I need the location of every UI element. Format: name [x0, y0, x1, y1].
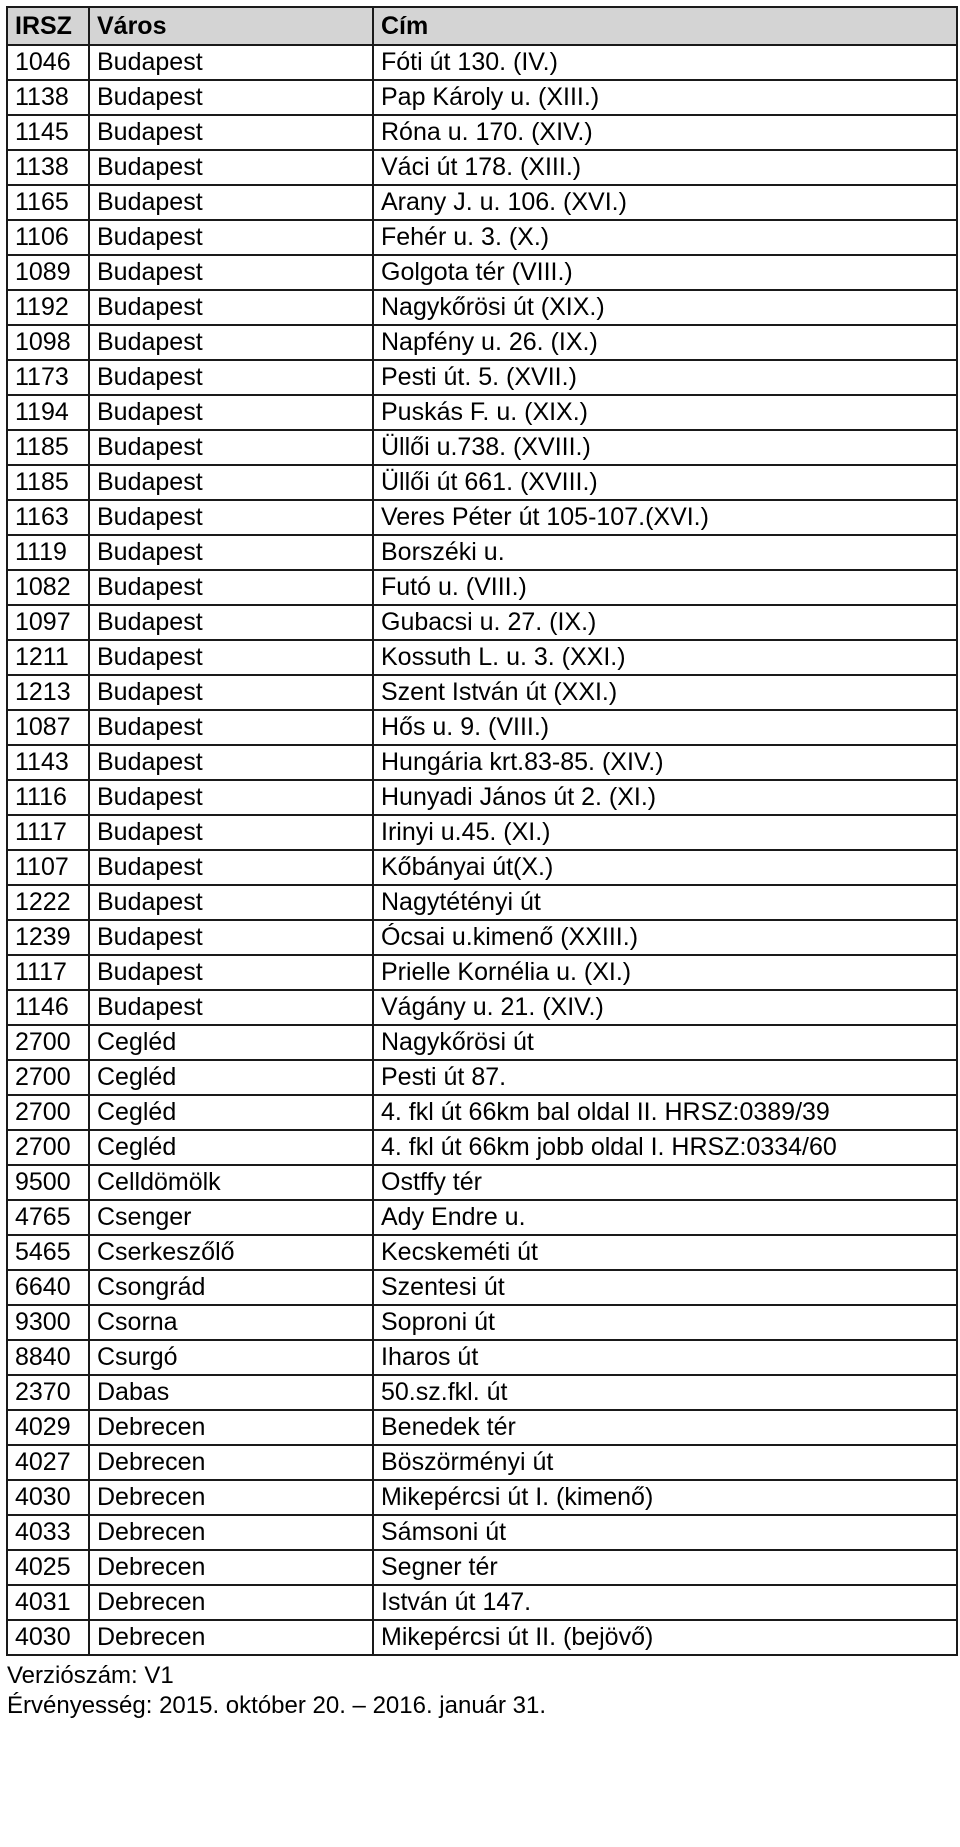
cell-cim: Szent István út (XXI.) [373, 675, 957, 710]
table-body [7, 45, 957, 1655]
cell-cim: Ady Endre u. [373, 1200, 957, 1235]
table-row [7, 850, 957, 885]
table-row [7, 360, 957, 395]
cell-irsz: 1117 [7, 815, 89, 850]
cell-irsz: 1163 [7, 500, 89, 535]
cell-varos: Debrecen [89, 1445, 373, 1480]
cell-irsz: 4027 [7, 1445, 89, 1480]
cell-irsz: 1213 [7, 675, 89, 710]
cell-cim: Böszörményi út [373, 1445, 957, 1480]
cell-cim: Nagykőrösi út (XIX.) [373, 290, 957, 325]
cell-varos: Budapest [89, 780, 373, 815]
cell-varos: Budapest [89, 430, 373, 465]
table-row [7, 570, 957, 605]
cell-varos: Budapest [89, 850, 373, 885]
table-row [7, 920, 957, 955]
cell-cim: Mikepércsi út II. (bejövő) [373, 1620, 957, 1655]
cell-cim: Kőbányai út(X.) [373, 850, 957, 885]
validity-text: Érvényesség: 2015. október 20. – 2016. január 31. [7, 1692, 547, 1719]
cell-cim: Kossuth L. u. 3. (XXI.) [373, 640, 957, 675]
cell-varos: Budapest [89, 955, 373, 990]
cell-varos: Budapest [89, 500, 373, 535]
cell-cim: Hős u. 9. (VIII.) [373, 710, 957, 745]
cell-irsz: 1173 [7, 360, 89, 395]
cell-irsz: 2370 [7, 1375, 89, 1410]
cell-cim: Soproni út [373, 1305, 957, 1340]
column-header-cim: Cím [373, 7, 957, 45]
cell-irsz: 1087 [7, 710, 89, 745]
cell-cim: Prielle Kornélia u. (XI.) [373, 955, 957, 990]
table-row [7, 710, 957, 745]
cell-varos: Cserkeszőlő [89, 1235, 373, 1270]
cell-varos: Budapest [89, 465, 373, 500]
address-table [6, 6, 958, 1656]
cell-varos: Budapest [89, 920, 373, 955]
cell-varos: Budapest [89, 80, 373, 115]
cell-cim: Ostffy tér [373, 1165, 957, 1200]
table-row [7, 1410, 957, 1445]
cell-varos: Debrecen [89, 1515, 373, 1550]
cell-varos: Debrecen [89, 1550, 373, 1585]
cell-varos: Budapest [89, 885, 373, 920]
table-row [7, 1235, 957, 1270]
cell-irsz: 2700 [7, 1060, 89, 1095]
cell-irsz: 1119 [7, 535, 89, 570]
cell-varos: Budapest [89, 675, 373, 710]
cell-varos: Debrecen [89, 1410, 373, 1445]
table-row [7, 115, 957, 150]
cell-cim: Veres Péter út 105-107.(XVI.) [373, 500, 957, 535]
cell-varos: Celldömölk [89, 1165, 373, 1200]
cell-irsz: 1097 [7, 605, 89, 640]
cell-varos: Budapest [89, 255, 373, 290]
cell-irsz: 1185 [7, 430, 89, 465]
cell-irsz: 1046 [7, 45, 89, 80]
cell-irsz: 8840 [7, 1340, 89, 1375]
cell-varos: Budapest [89, 990, 373, 1025]
table-row [7, 1620, 957, 1655]
table-row [7, 1025, 957, 1060]
cell-cim: Borszéki u. [373, 535, 957, 570]
table-row [7, 290, 957, 325]
table-row [7, 500, 957, 535]
cell-varos: Cegléd [89, 1025, 373, 1060]
cell-irsz: 1146 [7, 990, 89, 1025]
table-row [7, 1340, 957, 1375]
table-row [7, 815, 957, 850]
cell-irsz: 4030 [7, 1480, 89, 1515]
cell-varos: Budapest [89, 710, 373, 745]
table-row [7, 955, 957, 990]
cell-varos: Csongrád [89, 1270, 373, 1305]
cell-cim: Gubacsi u. 27. (IX.) [373, 605, 957, 640]
cell-irsz: 1143 [7, 745, 89, 780]
cell-cim: Vágány u. 21. (XIV.) [373, 990, 957, 1025]
table-row [7, 1305, 957, 1340]
cell-varos: Debrecen [89, 1585, 373, 1620]
cell-irsz: 1117 [7, 955, 89, 990]
cell-varos: Debrecen [89, 1480, 373, 1515]
cell-cim: Ócsai u.kimenő (XXIII.) [373, 920, 957, 955]
cell-irsz: 1138 [7, 80, 89, 115]
cell-varos: Budapest [89, 220, 373, 255]
table-row [7, 430, 957, 465]
table-row [7, 80, 957, 115]
cell-cim: 4. fkl út 66km bal oldal II. HRSZ:0389/39 [373, 1095, 957, 1130]
cell-varos: Csurgó [89, 1340, 373, 1375]
cell-cim: Kecskeméti út [373, 1235, 957, 1270]
table-row [7, 1445, 957, 1480]
cell-irsz: 4033 [7, 1515, 89, 1550]
table-row [7, 1270, 957, 1305]
cell-irsz: 2700 [7, 1130, 89, 1165]
cell-cim: Nagykőrösi út [373, 1025, 957, 1060]
table-row [7, 255, 957, 290]
cell-cim: Váci út 178. (XIII.) [373, 150, 957, 185]
cell-varos: Budapest [89, 815, 373, 850]
cell-cim: Nagytétényi út [373, 885, 957, 920]
table-row [7, 780, 957, 815]
cell-varos: Debrecen [89, 1620, 373, 1655]
cell-irsz: 1192 [7, 290, 89, 325]
cell-varos: Budapest [89, 115, 373, 150]
cell-cim: Szentesi út [373, 1270, 957, 1305]
table-row [7, 45, 957, 80]
table-row [7, 1375, 957, 1410]
cell-irsz: 1089 [7, 255, 89, 290]
cell-irsz: 1082 [7, 570, 89, 605]
cell-irsz: 1098 [7, 325, 89, 360]
cell-irsz: 1194 [7, 395, 89, 430]
cell-varos: Budapest [89, 150, 373, 185]
cell-varos: Cegléd [89, 1095, 373, 1130]
table-row [7, 745, 957, 780]
cell-cim: 4. fkl út 66km jobb oldal I. HRSZ:0334/60 [373, 1130, 957, 1165]
cell-irsz: 1239 [7, 920, 89, 955]
cell-cim: Golgota tér (VIII.) [373, 255, 957, 290]
cell-cim: Pesti út 87. [373, 1060, 957, 1095]
cell-irsz: 1185 [7, 465, 89, 500]
cell-varos: Csenger [89, 1200, 373, 1235]
table-row [7, 1130, 957, 1165]
cell-cim: Fehér u. 3. (X.) [373, 220, 957, 255]
table-row [7, 640, 957, 675]
column-header-irsz: IRSZ [7, 7, 89, 45]
cell-irsz: 1145 [7, 115, 89, 150]
cell-varos: Budapest [89, 360, 373, 395]
table-row [7, 1585, 957, 1620]
cell-irsz: 1106 [7, 220, 89, 255]
cell-irsz: 2700 [7, 1025, 89, 1060]
cell-cim: 50.sz.fkl. út [373, 1375, 957, 1410]
cell-cim: Róna u. 170. (XIV.) [373, 115, 957, 150]
table-row [7, 1200, 957, 1235]
cell-irsz: 5465 [7, 1235, 89, 1270]
column-header-varos: Város [89, 7, 373, 45]
cell-varos: Budapest [89, 535, 373, 570]
cell-cim: István út 147. [373, 1585, 957, 1620]
cell-cim: Irinyi u.45. (XI.) [373, 815, 957, 850]
cell-irsz: 4031 [7, 1585, 89, 1620]
cell-varos: Csorna [89, 1305, 373, 1340]
cell-irsz: 1222 [7, 885, 89, 920]
cell-irsz: 9500 [7, 1165, 89, 1200]
cell-cim: Futó u. (VIII.) [373, 570, 957, 605]
table-row [7, 1095, 957, 1130]
cell-irsz: 1107 [7, 850, 89, 885]
cell-cim: Pesti út. 5. (XVII.) [373, 360, 957, 395]
document-footer [6, 1661, 956, 1721]
table-row [7, 675, 957, 710]
table-row [7, 1060, 957, 1095]
cell-irsz: 4029 [7, 1410, 89, 1445]
cell-varos: Budapest [89, 745, 373, 780]
cell-irsz: 1211 [7, 640, 89, 675]
table-row [7, 990, 957, 1025]
cell-irsz: 4765 [7, 1200, 89, 1235]
cell-irsz: 4030 [7, 1620, 89, 1655]
cell-varos: Cegléd [89, 1130, 373, 1165]
cell-irsz: 4025 [7, 1550, 89, 1585]
cell-varos: Budapest [89, 325, 373, 360]
cell-varos: Budapest [89, 605, 373, 640]
cell-cim: Puskás F. u. (XIX.) [373, 395, 957, 430]
table-row [7, 325, 957, 360]
cell-irsz: 2700 [7, 1095, 89, 1130]
version-text: Verziószám: V1 [7, 1662, 174, 1689]
cell-cim: Üllői u.738. (XVIII.) [373, 430, 957, 465]
document-page [6, 6, 956, 1721]
cell-varos: Budapest [89, 290, 373, 325]
table-row [7, 605, 957, 640]
cell-cim: Sámsoni út [373, 1515, 957, 1550]
cell-cim: Mikepércsi út I. (kimenő) [373, 1480, 957, 1515]
table-row [7, 185, 957, 220]
table-row [7, 885, 957, 920]
cell-cim: Hunyadi János út 2. (XI.) [373, 780, 957, 815]
table-row [7, 1480, 957, 1515]
cell-cim: Napfény u. 26. (IX.) [373, 325, 957, 360]
cell-irsz: 1116 [7, 780, 89, 815]
table-row [7, 1550, 957, 1585]
cell-irsz: 1165 [7, 185, 89, 220]
table-row [7, 220, 957, 255]
cell-cim: Arany J. u. 106. (XVI.) [373, 185, 957, 220]
table-row [7, 1515, 957, 1550]
cell-irsz: 9300 [7, 1305, 89, 1340]
cell-varos: Budapest [89, 570, 373, 605]
cell-irsz: 6640 [7, 1270, 89, 1305]
cell-varos: Budapest [89, 45, 373, 80]
table-row [7, 465, 957, 500]
table-header-row [7, 7, 957, 45]
table-row [7, 1165, 957, 1200]
cell-cim: Üllői út 661. (XVIII.) [373, 465, 957, 500]
cell-cim: Benedek tér [373, 1410, 957, 1445]
cell-varos: Cegléd [89, 1060, 373, 1095]
cell-varos: Dabas [89, 1375, 373, 1410]
cell-cim: Fóti út 130. (IV.) [373, 45, 957, 80]
cell-varos: Budapest [89, 185, 373, 220]
cell-cim: Iharos út [373, 1340, 957, 1375]
cell-varos: Budapest [89, 640, 373, 675]
table-row [7, 395, 957, 430]
cell-cim: Hungária krt.83-85. (XIV.) [373, 745, 957, 780]
table-row [7, 535, 957, 570]
cell-cim: Pap Károly u. (XIII.) [373, 80, 957, 115]
cell-irsz: 1138 [7, 150, 89, 185]
table-row [7, 150, 957, 185]
cell-varos: Budapest [89, 395, 373, 430]
cell-cim: Segner tér [373, 1550, 957, 1585]
